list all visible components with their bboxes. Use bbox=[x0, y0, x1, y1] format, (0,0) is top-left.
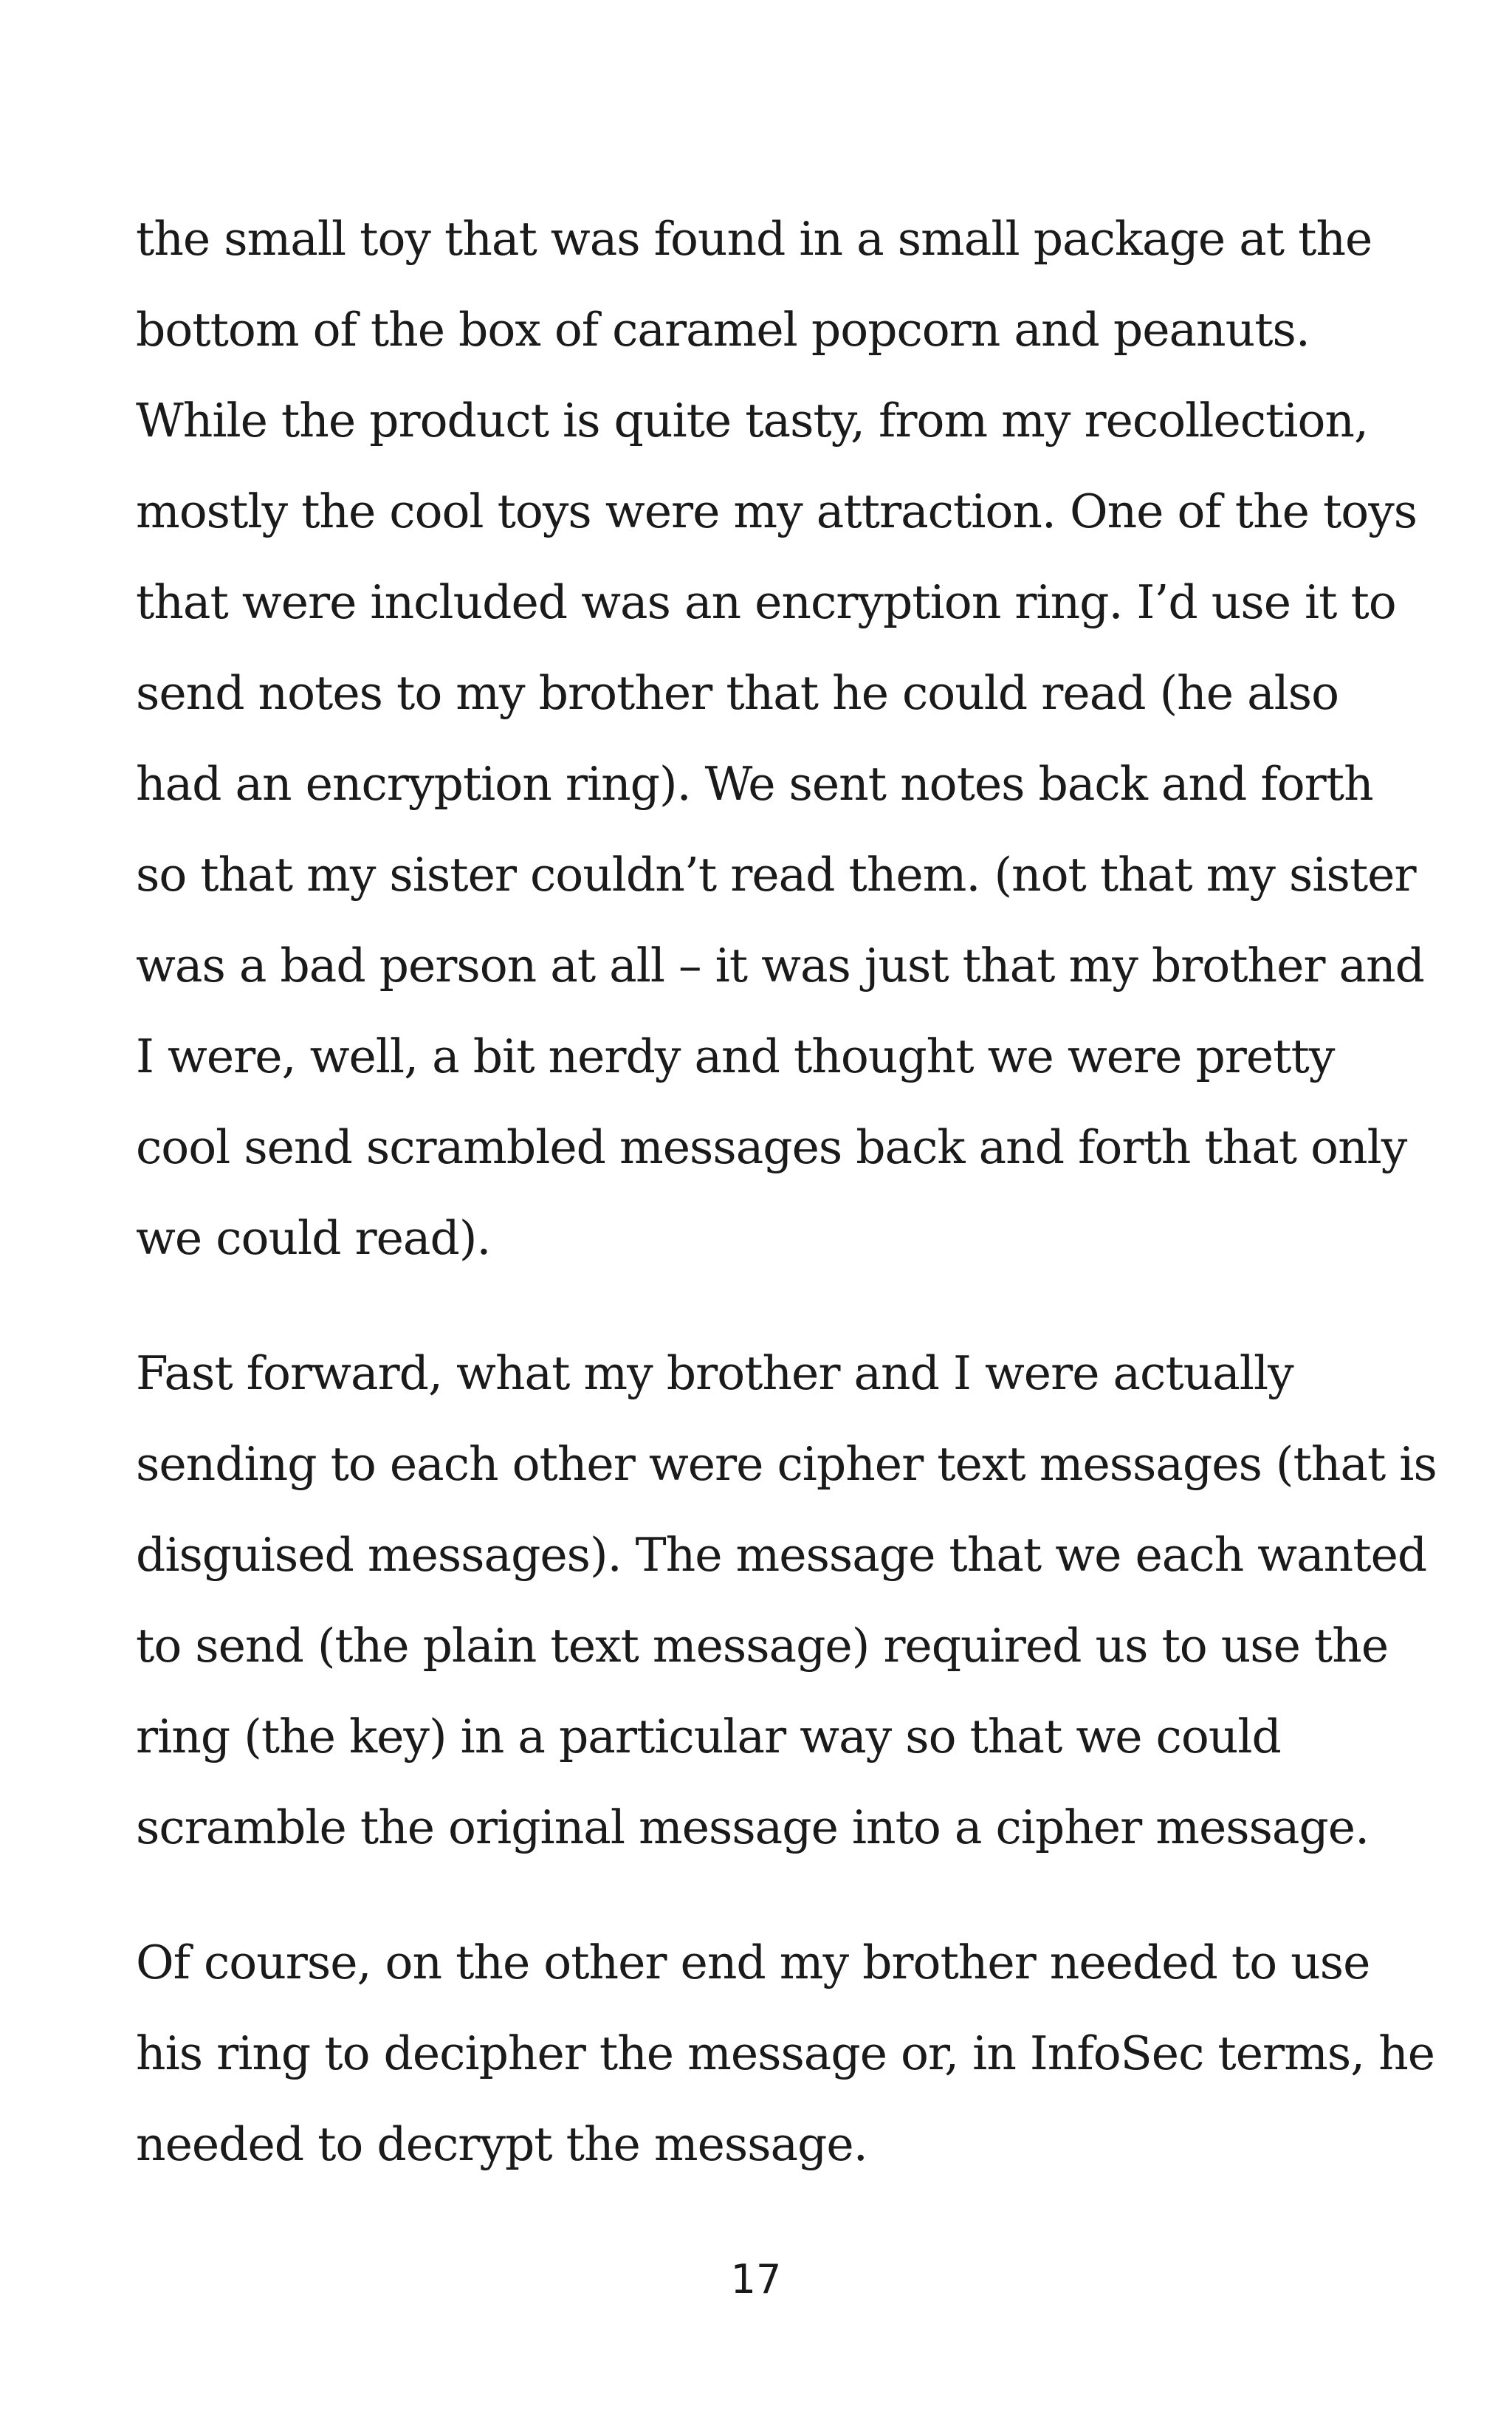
text-line: his ring to decipher the message or, in InfoSec terms, he bbox=[136, 2026, 1435, 2080]
text-line: Fast forward, what my brother and I were actually bbox=[136, 1346, 1293, 1400]
text-line: had an encryption ring). We sent notes back and forth bbox=[136, 757, 1373, 811]
body-text bbox=[136, 193, 1437, 2190]
text-line: send notes to my brother that he could read (he also bbox=[136, 666, 1339, 720]
text-line: scramble the original message into a cipher message. bbox=[136, 1800, 1370, 1854]
paragraph-2 bbox=[136, 1328, 1437, 1873]
page-number: 17 bbox=[730, 2256, 782, 2303]
text-line: so that my sister couldn’t read them. (not that my sister bbox=[136, 848, 1416, 902]
text-line: to send (the plain text message) required us to use the bbox=[136, 1619, 1389, 1673]
text-line: While the product is quite tasty, from my recollection, bbox=[136, 394, 1368, 448]
text-line: the small toy that was found in a small package at the bbox=[136, 212, 1372, 266]
text-line: mostly the cool toys were my attraction. One of the toys bbox=[136, 484, 1418, 538]
paragraph-1 bbox=[136, 193, 1424, 1283]
text-line: disguised messages). The message that we each wanted bbox=[136, 1528, 1427, 1582]
text-line: we could read). bbox=[136, 1211, 491, 1265]
paragraph-spacing bbox=[136, 1283, 1376, 1328]
paragraph-3 bbox=[136, 1917, 1435, 2190]
text-line: sending to each other were cipher text messages (that is bbox=[136, 1437, 1437, 1491]
text-line: bottom of the box of caramel popcorn and peanuts. bbox=[136, 303, 1310, 357]
text-line: Of course, on the other end my brother needed to use bbox=[136, 1936, 1370, 1989]
text-line: cool send scrambled messages back and forth that only bbox=[136, 1120, 1407, 1174]
paragraph-spacing bbox=[136, 1873, 1376, 1917]
text-line: that were included was an encryption ring. I’d use it to bbox=[136, 575, 1396, 629]
text-line: needed to decrypt the message. bbox=[136, 2117, 867, 2171]
text-line: ring (the key) in a particular way so that we could bbox=[136, 1710, 1281, 1763]
text-line: was a bad person at all – it was just that my brother and bbox=[136, 939, 1424, 993]
text-line: I were, well, a bit nerdy and thought we were pretty bbox=[136, 1029, 1335, 1083]
